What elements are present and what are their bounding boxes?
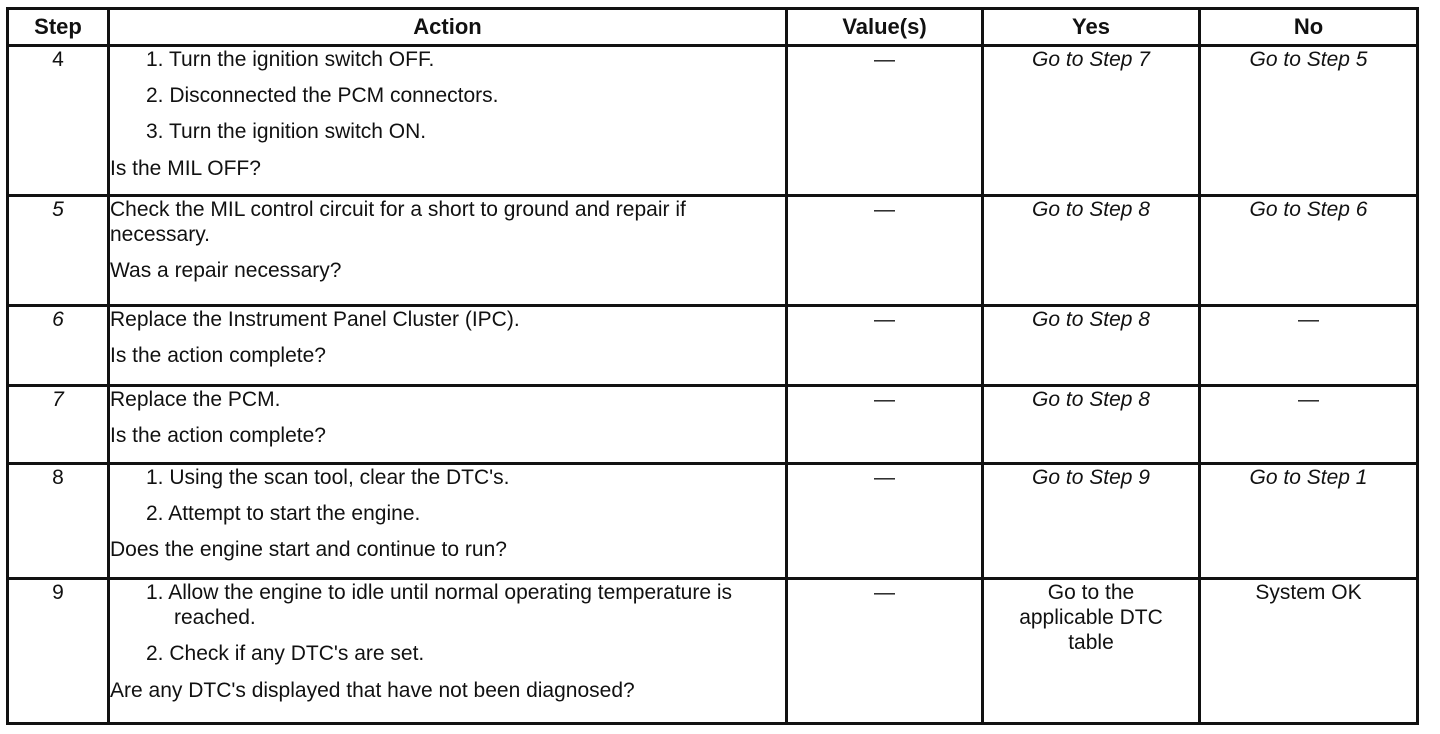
table-row [8,306,1418,386]
header-no: No [1200,9,1418,46]
action-question: Was a repair necessary? [110,259,342,283]
table-row [8,46,1418,196]
action-line: 1. Using the scan tool, clear the DTC's. [146,466,510,489]
no-cell: — [1200,306,1418,386]
action-line: 3. Turn the ignition switch ON. [146,120,427,144]
step-number: 6 [8,306,109,386]
action-text: Replace the Instrument Panel Cluster (IPC). [110,308,520,331]
step-number: 4 [8,46,109,196]
action-question: Is the MIL OFF? [110,156,261,180]
action-cell [109,579,787,724]
header-values: Value(s) [787,9,983,46]
step-number: 9 [8,579,109,724]
table-row [8,386,1418,464]
yes-cell: Go to Step 8 [983,306,1200,386]
action-cell [109,464,787,579]
yes-cell: Go to Step 7 [983,46,1200,196]
action-text: Check the MIL control circuit for a short to ground and repair if necessary. [110,198,686,247]
action-question: Is the action complete? [110,344,326,368]
action-text: Replace the PCM. [110,388,281,411]
value-cell: — [787,46,983,196]
action-question: Is the action complete? [110,424,326,448]
yes-cell [983,579,1200,724]
header-yes: Yes [983,9,1200,46]
header-row [8,9,1418,46]
action-cell [109,386,787,464]
no-cell: Go to Step 5 [1200,46,1418,196]
action-question: Does the engine start and continue to run? [110,538,507,562]
action-cell [109,196,787,306]
action-line: 1. Allow the engine to idle until normal operating temperature is reached. [146,581,733,630]
header-action: Action [109,9,787,46]
yes-cell: Go to Step 9 [983,464,1200,579]
no-cell: Go to Step 1 [1200,464,1418,579]
step-number: 8 [8,464,109,579]
step-number: 5 [8,196,109,306]
diagnostic-table-container [6,7,1419,725]
action-line: 2. Check if any DTC's are set. [146,642,425,666]
value-cell: — [787,464,983,579]
table-row [8,579,1418,724]
value-cell: — [787,579,983,724]
table-row [8,464,1418,579]
action-line: 2. Attempt to start the engine. [146,502,421,526]
header-step: Step [8,9,109,46]
yes-cell: Go to Step 8 [983,196,1200,306]
yes-cell: Go to Step 8 [983,386,1200,464]
yes-cell-text: Go to the applicable DTC table [1019,581,1163,655]
step-number: 7 [8,386,109,464]
no-cell: System OK [1200,579,1418,724]
table-row [8,196,1418,306]
no-cell: — [1200,386,1418,464]
action-line: 1. Turn the ignition switch OFF. [146,48,435,71]
no-cell: Go to Step 6 [1200,196,1418,306]
value-cell: — [787,386,983,464]
action-cell [109,306,787,386]
diagnostic-table [6,7,1419,725]
action-line: 2. Disconnected the PCM connectors. [146,84,499,108]
action-question: Are any DTC's displayed that have not been diagnosed? [110,678,635,702]
action-cell [109,46,787,196]
value-cell: — [787,196,983,306]
value-cell: — [787,306,983,386]
